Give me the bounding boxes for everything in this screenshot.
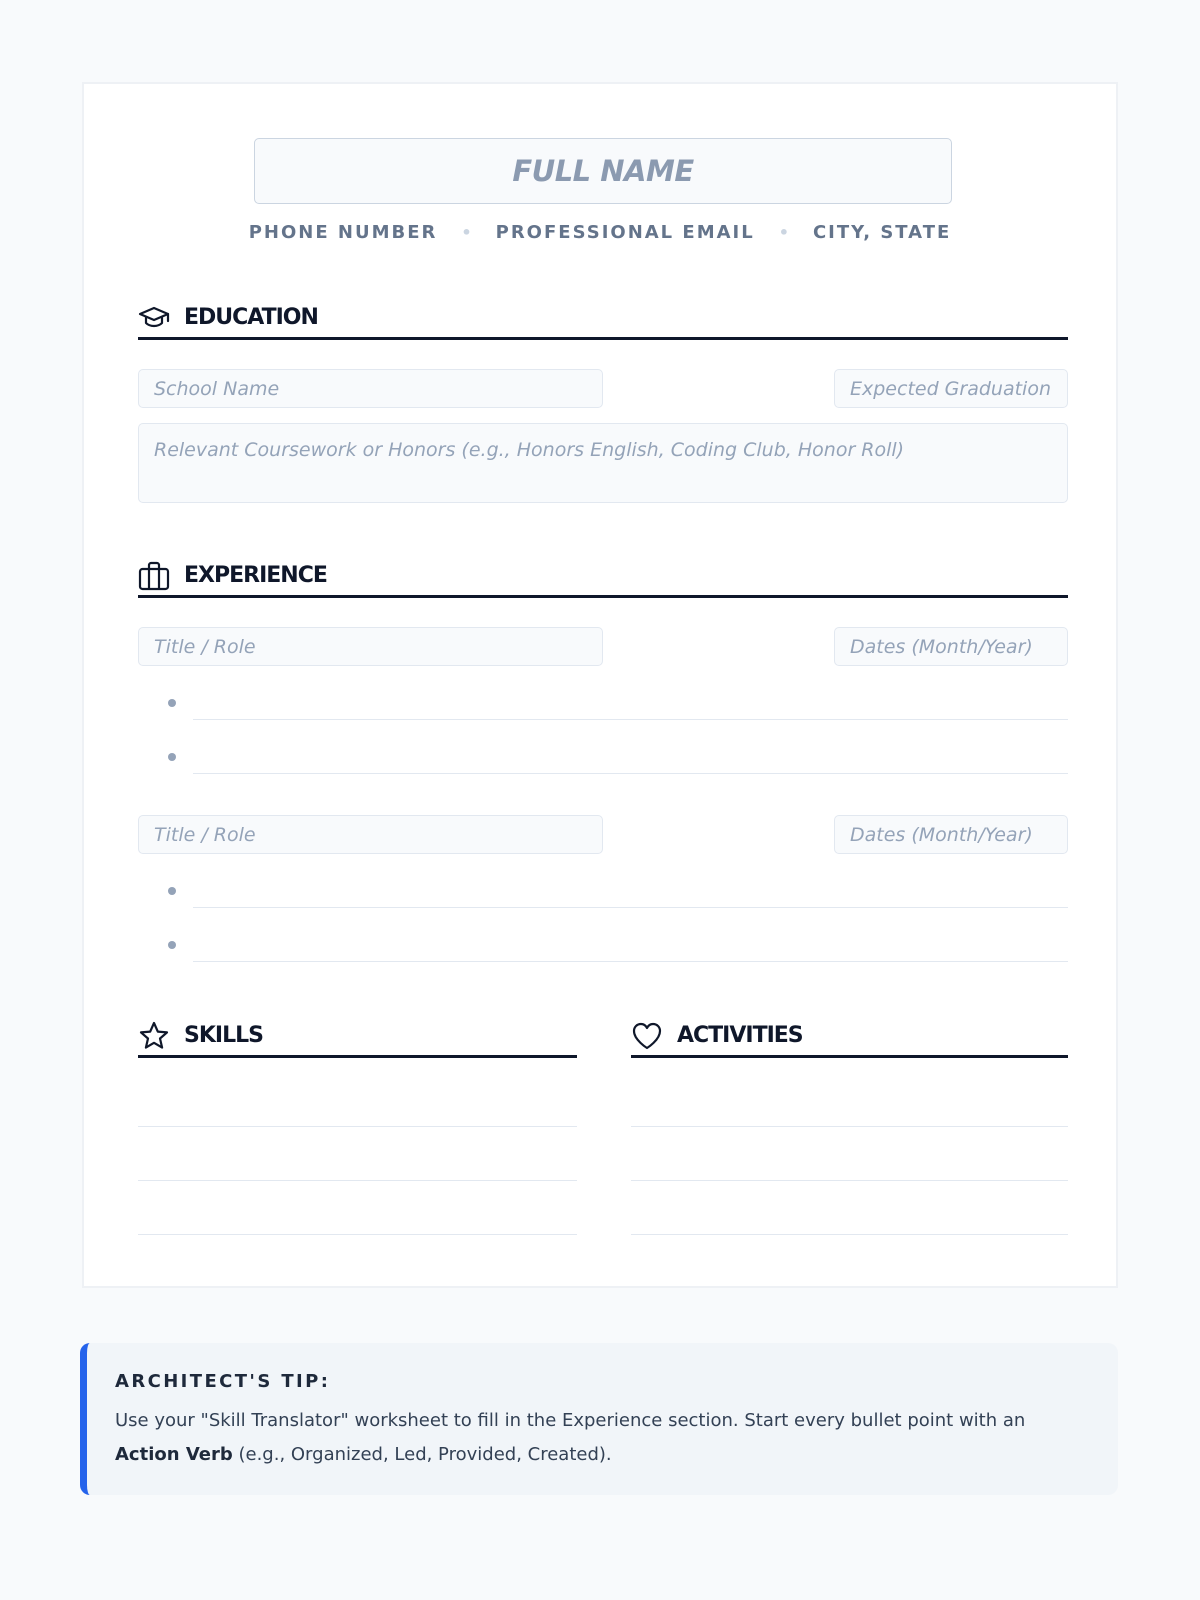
resume-sheet — [82, 82, 1118, 1288]
professional-email-field[interactable]: PROFESSIONAL EMAIL — [495, 221, 755, 243]
tip-body-text: Use your "Skill Translator" worksheet to fill in the Experience section. Start every bullet point with an — [115, 1410, 1026, 1431]
tip-body — [115, 1404, 1088, 1472]
experience-dates-input[interactable]: Dates (Month/Year) — [834, 815, 1068, 854]
experience-title-role-input[interactable]: Title / Role — [138, 627, 603, 666]
school-name-input[interactable]: School Name — [138, 369, 603, 408]
tip-action-verb: Action Verb — [115, 1444, 233, 1465]
bullet-dot — [168, 753, 176, 761]
experience-title: EXPERIENCE — [184, 563, 327, 588]
education-section-header — [138, 298, 1068, 340]
experience-bullet-line[interactable] — [193, 907, 1068, 908]
city-state-field[interactable]: CITY, STATE — [812, 221, 952, 243]
architects-tip-callout — [80, 1343, 1118, 1495]
activities-section-header — [631, 1016, 1068, 1058]
activities-entry-line[interactable] — [631, 1126, 1068, 1127]
briefcase-icon — [138, 560, 170, 592]
contact-separator: • — [778, 222, 789, 242]
coursework-honors-textarea[interactable]: Relevant Coursework or Honors (e.g., Honors English, Coding Club, Honor Roll) — [138, 423, 1068, 503]
skills-entry-line[interactable] — [138, 1234, 577, 1235]
graduation-cap-icon — [138, 302, 170, 334]
activities-title: ACTIVITIES — [677, 1023, 803, 1048]
tip-body-examples: (e.g., Organized, Led, Provided, Created). — [238, 1444, 612, 1465]
star-icon — [138, 1020, 170, 1052]
phone-number-field[interactable]: PHONE NUMBER — [248, 221, 438, 243]
skills-entry-line[interactable] — [138, 1126, 577, 1127]
experience-bullet-line[interactable] — [193, 961, 1068, 962]
expected-graduation-input[interactable]: Expected Graduation — [834, 369, 1068, 408]
skills-title: SKILLS — [184, 1023, 263, 1048]
bullet-dot — [168, 699, 176, 707]
education-title: EDUCATION — [184, 305, 318, 330]
bullet-dot — [168, 887, 176, 895]
skills-section-header — [138, 1016, 577, 1058]
experience-title-role-input[interactable]: Title / Role — [138, 815, 603, 854]
experience-dates-input[interactable]: Dates (Month/Year) — [834, 627, 1068, 666]
full-name-input[interactable]: FULL NAME — [254, 138, 952, 204]
activities-entry-line[interactable] — [631, 1234, 1068, 1235]
bullet-dot — [168, 941, 176, 949]
experience-bullet-line[interactable] — [193, 719, 1068, 720]
contact-info-row — [0, 218, 1200, 246]
heart-icon — [631, 1020, 663, 1052]
experience-section-header — [138, 556, 1068, 598]
contact-separator: • — [461, 222, 472, 242]
skills-entry-line[interactable] — [138, 1180, 577, 1181]
experience-bullet-line[interactable] — [193, 773, 1068, 774]
activities-entry-line[interactable] — [631, 1180, 1068, 1181]
tip-title: ARCHITECT'S TIP: — [115, 1371, 331, 1392]
